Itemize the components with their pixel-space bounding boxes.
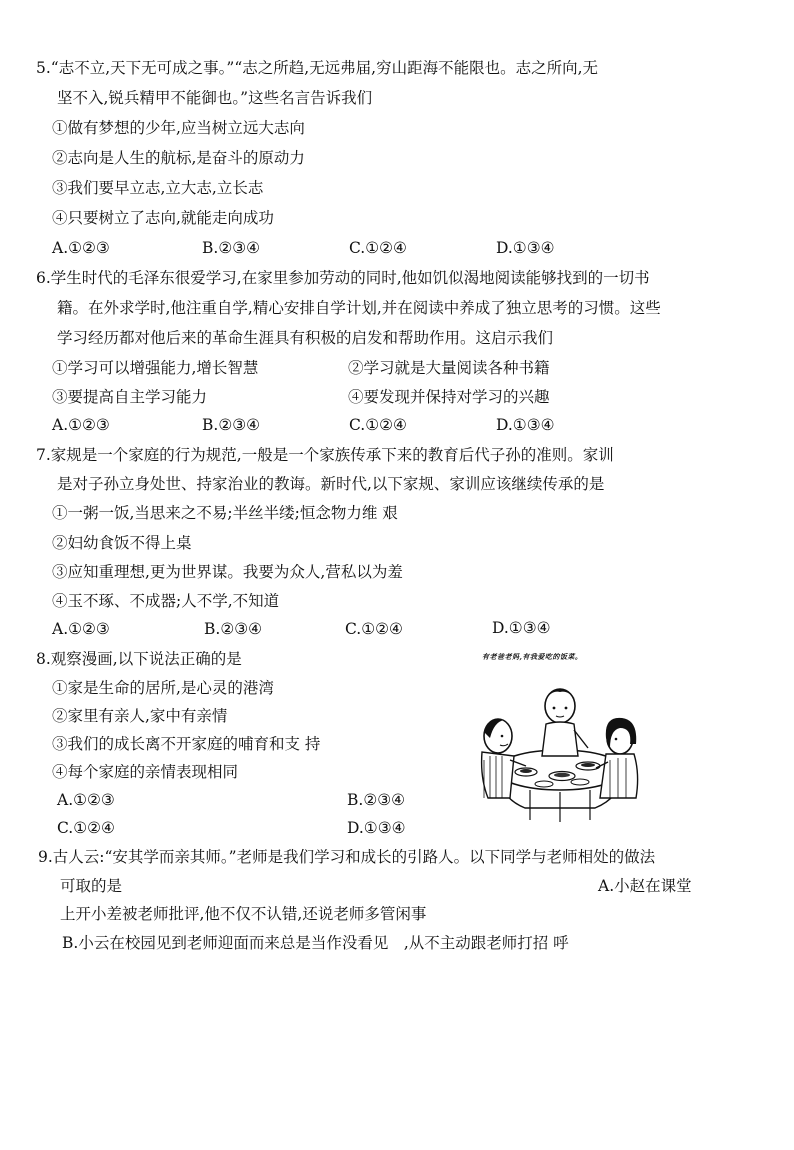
q6-option-a: A.①②③ — [52, 416, 110, 434]
q5-stem-line2: 坚不入,锐兵精甲不能御也。”这些名言告诉我们 — [57, 89, 373, 107]
q6-item-3: ③要提高自主学习能力 — [52, 388, 208, 406]
q8-option-c: C.①②④ — [57, 819, 115, 837]
q6-stem-line2: 籍。在外求学时,他注重自学,精心安排自学计划,并在阅读中养成了独立思考的习惯。这些 — [57, 299, 661, 317]
q6-item-4: ④要发现并保持对学习的兴趣 — [348, 388, 550, 406]
q7-item-3: ③应知重理想,更为世界谋。我要为众人,营私以为羞 — [52, 563, 403, 581]
q8-item-4: ④每个家庭的亲情表现相同 — [52, 763, 239, 781]
q5-option-c: C.①②④ — [349, 239, 407, 257]
q5-option-d: D.①③④ — [496, 239, 555, 257]
q9-stem-line2: 可取的是 — [60, 877, 123, 895]
q5-item-2: ②志向是人生的航标,是奋斗的原动力 — [52, 149, 305, 167]
q8-item-1: ①家是生命的居所,是心灵的港湾 — [52, 679, 274, 697]
q7-stem-line1: 7.家规是一个家庭的行为规范,一般是一个家族传承下来的教育后代子孙的准则。家训 — [36, 446, 614, 464]
q5-option-b: B.②③④ — [202, 239, 261, 257]
q6-item-2: ②学习就是大量阅读各种书籍 — [348, 359, 550, 377]
q5-stem-line1: 5.“志不立,天下无可成之事。”“志之所趋,无远弗届,穷山距海不能限也。志之所向,无 — [36, 59, 599, 77]
q6-option-d: D.①③④ — [496, 416, 555, 434]
q8-option-d: D.①③④ — [347, 819, 406, 837]
q6-stem-line3: 学习经历都对他后来的革命生涯具有积极的启发和帮助作用。这启示我们 — [57, 329, 554, 347]
q5-item-1: ①做有梦想的少年,应当树立远大志向 — [52, 119, 305, 137]
q7-stem-line2: 是对子孙立身处世、持家治业的教诲。新时代,以下家规、家训应该继续传承的是 — [57, 475, 605, 493]
q8-item-2: ②家里有亲人,家中有亲情 — [52, 707, 228, 725]
q8-option-b: B.②③④ — [347, 791, 406, 809]
q9-option-a-start: A.小赵在课堂 — [598, 877, 692, 895]
q7-option-c: C.①②④ — [345, 620, 403, 638]
q7-option-b: B.②③④ — [204, 620, 263, 638]
q8-item-3: ③我们的成长离不开家庭的哺育和支 持 — [52, 735, 321, 753]
family-dinner-cartoon — [470, 648, 648, 826]
q7-item-1: ①一粥一饭,当思来之不易;半丝半缕;恒念物力维 艰 — [52, 504, 398, 522]
q5-option-a: A.①②③ — [52, 239, 110, 257]
q7-option-a: A.①②③ — [52, 620, 110, 638]
family-dinner-drawing — [470, 648, 648, 826]
q5-item-4: ④只要树立了志向,就能走向成功 — [52, 209, 274, 227]
q5-item-3: ③我们要早立志,立大志,立长志 — [52, 179, 264, 197]
q8-stem: 8.观察漫画,以下说法正确的是 — [36, 650, 242, 668]
q6-option-b: B.②③④ — [202, 416, 261, 434]
q9-option-b: B.小云在校园见到老师迎面而来总是当作没看见 ,从不主动跟老师打招 呼 — [62, 934, 569, 952]
q7-option-d: D.①③④ — [492, 619, 551, 637]
q9-stem-line1: 9.古人云:“安其学而亲其师。”老师是我们学习和成长的引路人。以下同学与老师相处的做法 — [38, 848, 656, 866]
q7-item-2: ②妇幼食饭不得上桌 — [52, 534, 192, 552]
q7-item-4: ④玉不琢、不成器;人不学,不知道 — [52, 592, 280, 610]
q8-option-a: A.①②③ — [57, 791, 115, 809]
q6-stem-line1: 6.学生时代的毛泽东很爱学习,在家里参加劳动的同时,他如饥似渴地阅读能够找到的一切书 — [36, 269, 650, 287]
q6-item-1: ①学习可以增强能力,增长智慧 — [52, 359, 259, 377]
cartoon-caption: 有老爸老妈,有我爱吃的饭菜。 — [482, 652, 583, 661]
q6-option-c: C.①②④ — [349, 416, 407, 434]
q9-option-a-cont: 上开小差被老师批评,他不仅不认错,还说老师多管闲事 — [60, 905, 427, 923]
